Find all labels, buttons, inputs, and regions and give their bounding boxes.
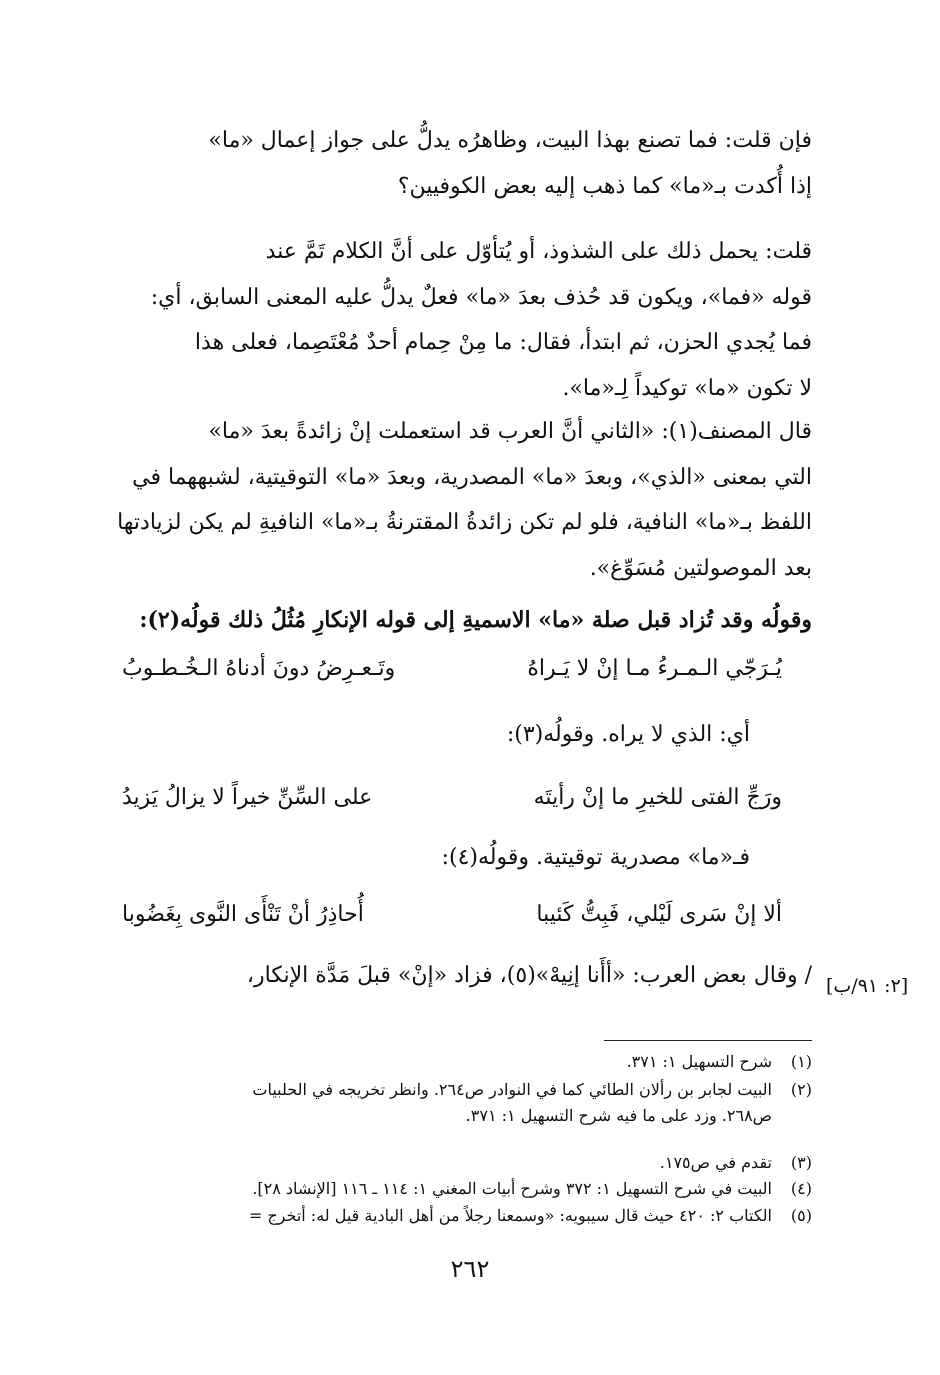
footnote-separator [604,1040,812,1041]
footnote-text: البيت في شرح التسهيل ١: ٣٧٢ وشرح أبيات المغني ١: ١١٤ ـ ١١٦ [الإنشاد ٢٨]. [252,1179,772,1198]
paragraph-1 [122,118,812,209]
paragraph-2 [122,229,812,411]
page-number: ٢٦٢ [450,1255,490,1283]
verse-first-hemistich: ورَجِّ الفتى للخيرِ ما إنْ رأيتَه [533,785,782,810]
text-line: وقولُه وقد تُزاد قبل صلة «ما» الاسميةِ إلى قوله الإنكارِ مُثُلُ ذلك قولُه(٢): [139,607,812,633]
text-line: بعد الموصولتين مُسَوِّغ». [589,555,812,581]
text-line: قلت: يحمل ذلك على الشذوذ، أو يُتأوّل على أنَّ الكلام تَمَّ عند [265,239,812,264]
text-line: لا تكون «ما» توكيداً لِـ«ما». [562,375,812,401]
footnote-5 [112,1203,812,1229]
text-line: إذا أُكدت بـ«ما» كما ذهب إليه بعض الكوفيين؟ [397,173,812,199]
text-line: فما يُجدي الحزن، ثم ابتدأ، فقال: ما مِنْ حِمام أحدٌ مُعْتَصِما، فعلى هذا [194,330,812,355]
footnote-number: (٣) [790,1153,812,1172]
manuscript-folio-ref: [٢: ٩١/ب] [826,975,909,997]
verse-2 [122,785,812,829]
footnote-text: البيت لجابر بن رألان الطائي كما في النوادر ص٢٦٤. وانظر تخريجه في الحلبيات [252,1080,772,1099]
footnote-number: (٢) [790,1080,812,1099]
text-line: التي بمعنى «الذي»، وبعدَ «ما» المصدرية، وبعدَ «ما» التوقيتية، لشبههما في [132,464,812,490]
footnote-continuation: ص٢٦٨. وزد على ما فيه شرح التسهيل ١: ٣٧١. [465,1106,772,1125]
footnote-text: الكتاب ٢: ٤٢٠ حيث قال سيبويه: «وسمعنا رجلاً من أهل البادية قيل له: أتخرج = [248,1206,772,1225]
last-body-line: / وقال بعض العرب: «أأَنا إنِيهْ»(٥)، فزاد «إنْ» قبلَ مَدَّة الإنكار، [246,963,812,988]
text-line: قوله «فما»، ويكون قد حُذف بعدَ «ما» فعلٌ يدلُّ عليه المعنى السابق، أي: [150,284,812,310]
footnote-4 [112,1176,812,1202]
text-line: اللفظ بـ«ما» النافية، فلو لم تكن زائدةُ المقترنةُ بـ«ما» النافيةِ لم يكن لزيادتها [117,510,812,535]
verse-first-hemistich: ألا إنْ سَرى لَيْلي، فَبِتُّ كَئيبا [536,902,782,927]
footnote-3 [112,1150,812,1176]
text-line: قال المصنف(١): «الثاني أنَّ العرب قد استعملت إنْ زائدةً بعدَ «ما» [208,419,812,444]
interlude-text: أي: الذي لا يراه. وقولُه(٣): [506,722,750,747]
verse-second-hemistich: على السِّنِّ خيراً لا يزالُ يَزيدُ [122,785,373,810]
footnote-number: (٥) [790,1206,812,1225]
verse-1 [122,656,812,700]
text-line: فإن قلت: فما تصنع بهذا البيت، وظاهرُه يدلُّ على جواز إعمال «ما» [208,128,812,153]
paragraph-3 [117,409,812,591]
interlude-text: فـ«ما» مصدرية توقيتية. وقولُه(٤): [441,845,750,870]
footnote-text: شرح التسهيل ١: ٣٧١. [626,1052,772,1071]
footnote-number: (٤) [790,1179,812,1198]
verse-second-hemistich: أُحاذِرُ أنْ تَنْأَى النَّوى بِغَضُوبا [122,902,364,927]
verse-first-hemistich: يُـرَجّي الـمـرءُ مـا إنْ لا يَـراهُ [527,656,782,681]
footnote-1 [112,1049,812,1075]
footnote-number: (١) [790,1052,812,1071]
verse-3 [122,902,812,946]
footnote-2 [112,1077,812,1129]
footnote-text: تقدم في ص١٧٥. [659,1153,772,1172]
paragraph-4 [122,598,812,644]
verse-second-hemistich: وتَـعـرِضُ دونَ أدناهُ الـخُـطـوبُ [122,656,396,681]
